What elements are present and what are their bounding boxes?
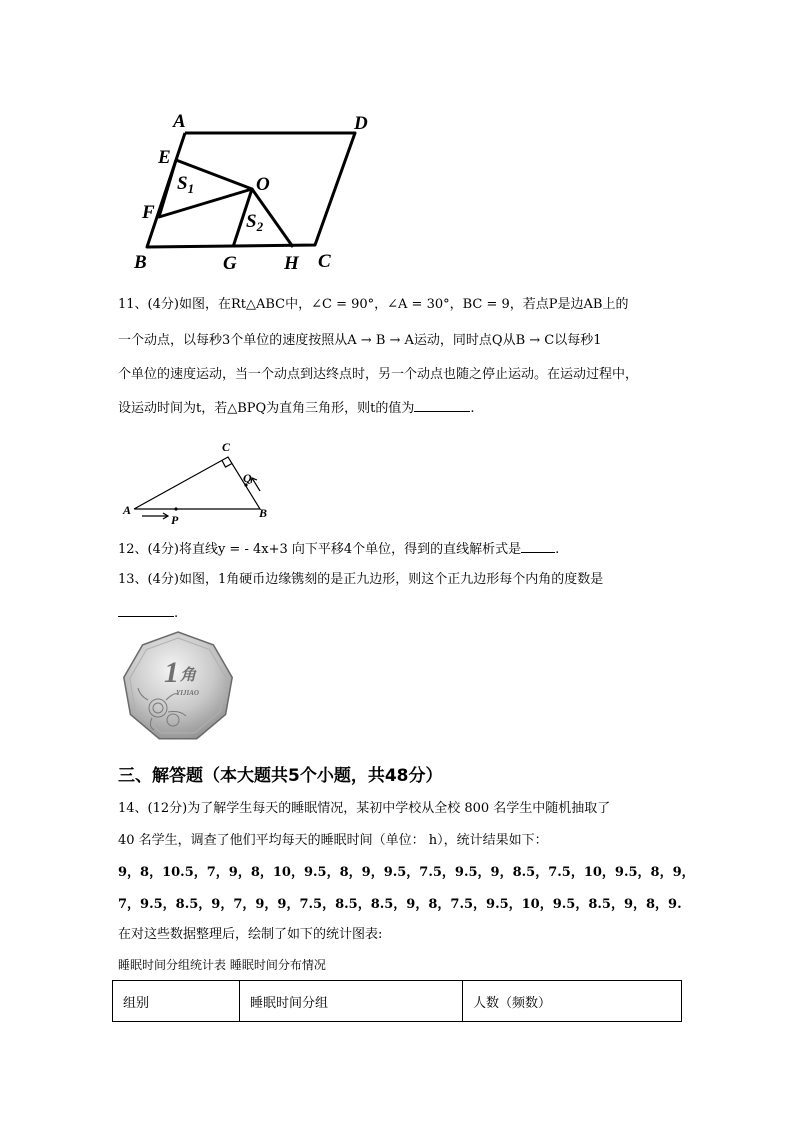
coin-image: [118, 630, 238, 742]
parallelogram-figure: [125, 105, 385, 280]
table-header-row: [113, 981, 682, 1022]
q14-after-text: 在对这些数据整理后，绘制了如下的统计图表:: [118, 927, 383, 942]
q12-text: 12、(4分)将直线y = - 4x+3 向下平移4个单位，得到的直线解析式是 .: [118, 542, 560, 557]
label-E: E: [158, 147, 171, 168]
coin-pinyin: YIJIAO: [176, 689, 199, 697]
label-A: A: [173, 111, 186, 132]
q11-answer-blank[interactable]: [414, 399, 470, 412]
q12-answer-blank[interactable]: [521, 540, 555, 553]
q14-line1: 14、(12分)为了解学生每天的睡眠情况，某初中学校从全校 800 名学生中随机抽取了: [118, 801, 611, 816]
label-O: O: [256, 174, 270, 195]
label-F: F: [142, 202, 155, 223]
q11-line1: 11、(4分)如图，在Rt△ABC中，∠C = 90°，∠A = 30°，BC = 9，若点P是边AB上的: [118, 297, 629, 312]
triangle-s1: [159, 160, 252, 217]
q14-data-line1: 9，8，10.5，7，9，8，10，9.5，8，9，9.5，7.5，9.5，9，8.5，7.5，10，9.5，8，9，: [118, 865, 695, 880]
coin-char: 角: [180, 667, 197, 684]
label-H: H: [284, 253, 299, 274]
coin-numeral: 1: [164, 656, 179, 689]
label-C: C: [222, 440, 231, 454]
q14-line2: 40 名学生，调查了他们平均每天的睡眠时间（单位： h），统计结果如下：: [118, 833, 548, 848]
q11-line4-text: 设运动时间为t，若△BPQ为直角三角形，则t的值为: [118, 401, 415, 416]
q13-answer-blank[interactable]: [118, 604, 174, 617]
table-caption: 睡眠时间分组统计表 睡眠时间分布情况: [118, 958, 326, 972]
table-header-count: 人数（频数）: [463, 981, 682, 1022]
q13-line1: 13、(4分)如图，1角硬币边缘镌刻的是正九边形，则这个正九边形每个内角的度数是: [118, 572, 604, 587]
label-S1: $S_1$: [177, 173, 195, 196]
right-triangle-figure: [118, 436, 278, 528]
q13-line2: .: [118, 604, 178, 623]
label-P: P: [171, 513, 179, 527]
section-3-heading: 三、解答题（本大题共5个小题，共48分）: [118, 766, 443, 786]
triangle-abc-outline: [134, 457, 260, 509]
grouping-table: [112, 980, 682, 1022]
q11-line2: 一个动点，以每秒3个单位的速度按照从A → B → A运动，同时点Q从B → C以每秒1: [118, 333, 602, 348]
label-D: D: [354, 113, 368, 134]
triangle-s2: [233, 189, 293, 247]
label-A: A: [123, 503, 132, 517]
label-Q: Q: [243, 471, 252, 485]
q11-line3: 个单位的速度运动，当一个动点到达终点时，另一个动点也随之停止运动。在运动过程中，: [118, 367, 639, 382]
label-B: B: [259, 506, 268, 520]
table-header-interval: 睡眠时间分组: [240, 981, 463, 1022]
label-G: G: [223, 253, 237, 274]
label-C: C: [318, 251, 331, 272]
table-header-group: 组别: [113, 981, 240, 1022]
label-S2: $S_2$: [246, 211, 264, 234]
q14-data-line2: 7，9.5，8.5，9，7，9，9，7.5，8.5，8.5，9，8，7.5，9.5，10，9.5，8.5，9，8，9.: [118, 897, 682, 912]
label-B: B: [134, 252, 147, 273]
q11-line4: 设运动时间为t，若△BPQ为直角三角形，则t的值为 .: [118, 401, 475, 416]
